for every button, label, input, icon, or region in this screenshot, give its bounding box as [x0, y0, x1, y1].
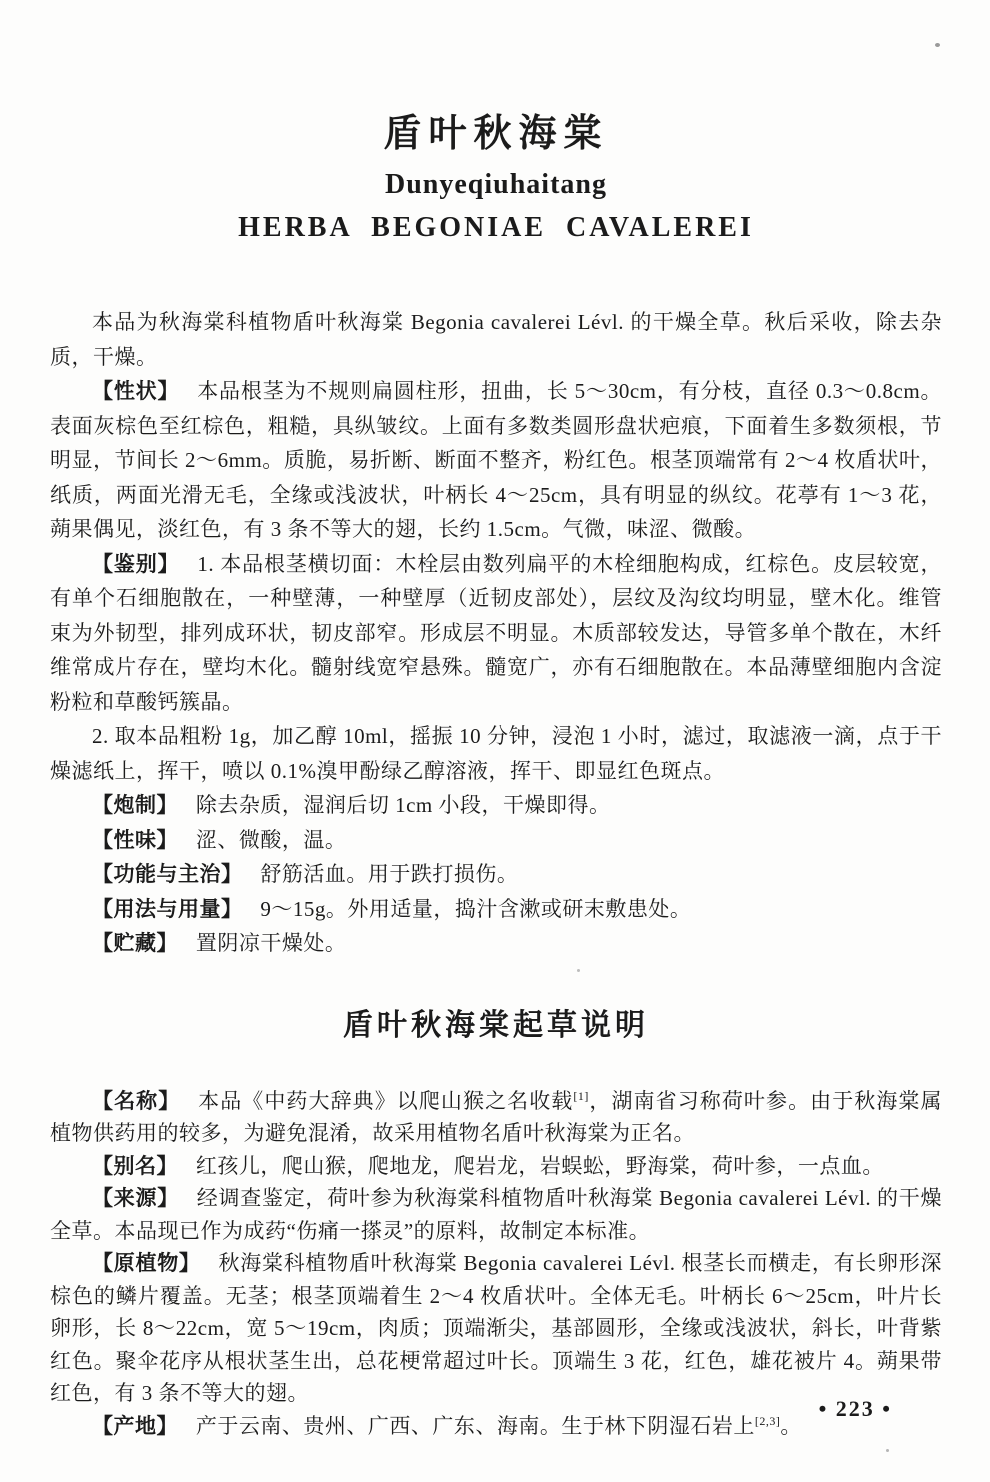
section-text: 1. 本品根茎横切面：木栓层由数列扁平的木栓细胞构成，红棕色。皮层较宽，有单个石细胞散在，一种壁薄，一种壁厚（近韧皮部处），层纹及沟纹均明显，壁木化。维管束为外韧型，排列成环状，韧皮部窄。形成层不明显。木质部较发达，导管多单个散在，木纤维常成片存在，壁均木化。髓射线宽窄悬殊。髓宽广，亦有石细胞散在。本品薄壁细胞内含淀粉粒和草酸钙簇晶。 [50, 551, 942, 714]
section-text: 2. 取本品粗粉 1g，加乙醇 10ml，摇振 10 分钟，浸泡 1 小时，滤过，取滤液一滴，点于干燥滤纸上，挥干，喷以 0.1%溴甲酚绿乙醇溶液，挥干、即显红色斑点。 [50, 724, 942, 783]
section-paragraph [50, 1150, 942, 1183]
section-paragraph [50, 547, 942, 720]
section-label: 【炮制】 [92, 793, 178, 817]
section-text: 本品为秋海棠科植物盾叶秋海棠 Begonia cavalerei Lévl. 的干燥全草。秋后采收，除去杂质，干燥。 [50, 310, 942, 369]
title-pinyin: Dunyeqiuhaitang [385, 169, 607, 200]
section-text: 秋海棠科植物盾叶秋海棠 Begonia cavalerei Lévl. 根茎长而横走，有长卵形深棕色的鳞片覆盖。无茎；根茎顶端着生 2～4 枚盾状叶。全体无毛。叶柄长 6～25cm，叶片长卵形，长 8～22cm，宽 5～19cm，肉质；顶端渐尖，基部圆形，全缘或浅波状，斜长，叶背紫红色。聚伞花序从根状茎生出，总花梗常超过叶长。顶端生 3 花，红色，雄花被片 4。蒴果带红色，有 3 条不等大的翅。 [50, 1251, 942, 1405]
section-label: 【性味】 [92, 827, 178, 852]
section-text: 9～15g。外用适量，捣汁含漱或研末敷患处。 [260, 896, 692, 921]
section-text: 除去杂质，湿润后切 1cm 小段，干燥即得。 [195, 793, 611, 817]
section-label: 【原植物】 [92, 1251, 201, 1275]
section-paragraph [50, 823, 942, 858]
section-paragraph [50, 926, 942, 961]
section-label: 【名称】 [92, 1088, 181, 1113]
section-paragraph [50, 374, 942, 547]
section-label: 【性状】 [92, 379, 180, 403]
section-text: 红孩儿，爬山猴，爬地龙，爬岩龙，岩蜈蚣，野海棠，荷叶参，一点血。 [195, 1153, 884, 1178]
section-text: 舒筋活血。用于跌打损伤。 [260, 862, 519, 886]
section-text: 本品根茎为不规则扁圆柱形，扭曲，长 5～30cm，有分枝，直径 0.3～0.8cm。表面灰棕色至红棕色，粗糙，具纵皱纹。上面有多数类圆形盘状疤痕，下面着生多数须根，节明显，节间长 2～6mm。质脆，易折断、断面不整齐，粉红色。根茎顶端常有 2～4 枚盾状叶，纸质，两面光滑无毛，全缘或浅波状，叶柄长 4～25cm，具有明显的纵纹。花葶有 1～3 花，蒴果偶见，淡红色，有 3 条不等大的翅，长约 1.5cm。气微，味涩、微酸。 [50, 379, 942, 541]
section-text: 涩、微酸，温。 [195, 827, 347, 852]
explanation-body [50, 1085, 942, 1443]
section-text: 置阴凉干燥处。 [195, 931, 347, 955]
section-paragraph [50, 719, 942, 788]
section-paragraph [50, 857, 942, 892]
section-label: 【贮藏】 [92, 931, 178, 955]
explanation-title: 盾叶秋海棠起草说明 [343, 1008, 649, 1042]
section-label: 【产地】 [92, 1413, 178, 1438]
section-paragraph [50, 1247, 942, 1410]
scan-speck [935, 43, 940, 47]
monograph-body [50, 305, 942, 961]
section-text: 产于云南、贵州、广西、广东、海南。生于林下阴湿石岩上[2,3]。 [195, 1413, 802, 1438]
section-paragraph [50, 305, 942, 374]
page-title: 盾叶秋海棠 [383, 113, 609, 155]
section-label: 【用法与用量】 [92, 896, 243, 921]
section-paragraph [50, 788, 942, 823]
section-paragraph [50, 1182, 942, 1247]
scan-speck [577, 969, 580, 972]
page-number: • 223 • [818, 1396, 892, 1421]
section-text: 经调查鉴定，荷叶参为秋海棠科植物盾叶秋海棠 Begonia cavalerei Lévl. 的干燥全草。本品现已作为成药“伤痛一搽灵”的原料，故制定本标准。 [50, 1186, 943, 1243]
section-paragraph [50, 892, 942, 927]
section-label: 【功能与主治】 [92, 862, 243, 886]
scan-speck [886, 1449, 889, 1452]
section-label: 【鉴别】 [92, 551, 180, 576]
section-label: 【别名】 [92, 1153, 178, 1178]
section-label: 【来源】 [92, 1186, 179, 1210]
section-paragraph [50, 1410, 942, 1443]
section-paragraph [50, 1085, 942, 1150]
title-latin: HERBA BEGONIAE CAVALEREI [238, 212, 754, 243]
section-text: 本品《中药大辞典》以爬山猴之名收载[1]，湖南省习称荷叶参。由于秋海棠属植物供药用的较多，为避免混淆，故采用植物名盾叶秋海棠为正名。 [50, 1088, 943, 1145]
